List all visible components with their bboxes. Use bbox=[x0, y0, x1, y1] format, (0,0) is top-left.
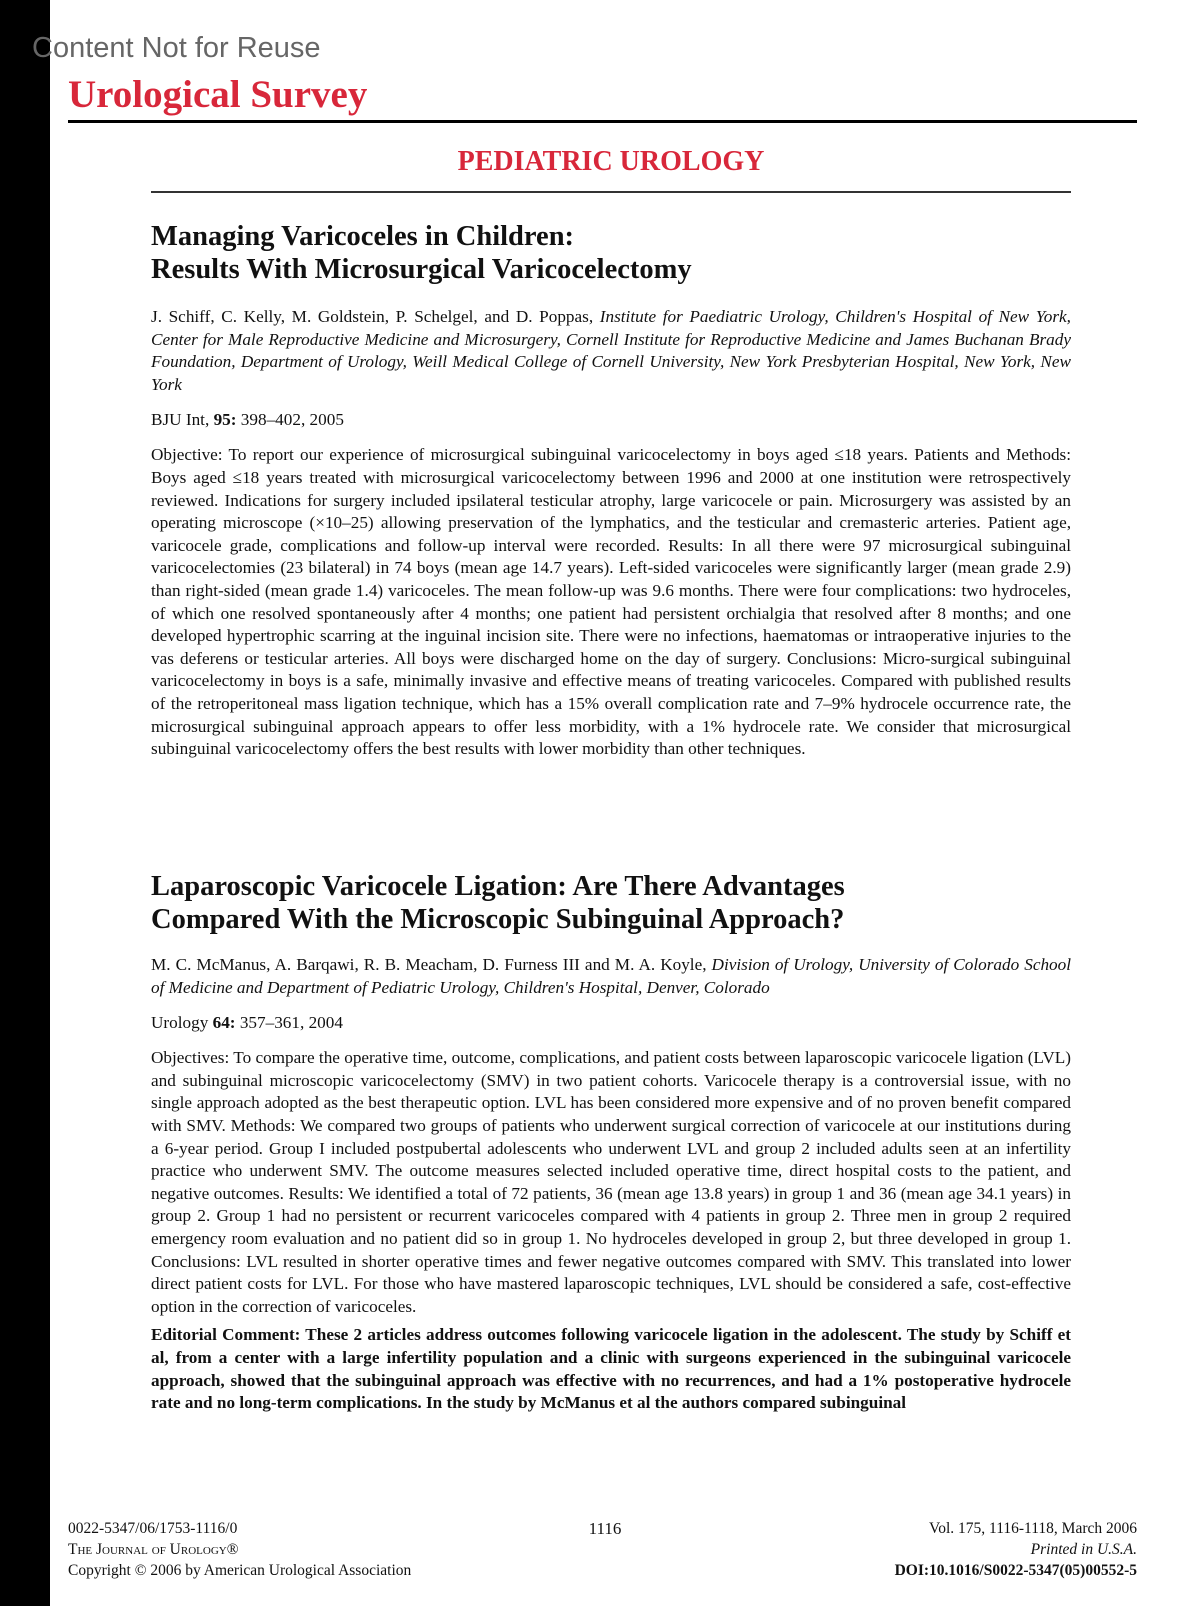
article-2 bbox=[151, 870, 1071, 1437]
affiliation: Institute for Paediatric Urology, Children's Hospital of New York, Center for Male Reproductive Medicine and Microsurgery, Cornell Institute for Reproductive Medicine and James Buchanan Brady Foundation, Department of Urology, Weill Medical College of Cornell University, New York Presbyterian Hospital, New York, New York bbox=[151, 307, 1071, 394]
abstract: Objective: To report our experience of microsurgical subinguinal varicocelectomy in boys aged ≤18 years. Patients and Methods: Boys aged ≤18 years treated with microsurgical varicocelectomy between 1996 and 2000 at one institution were retrospectively reviewed. Indications for surgery included ipsilateral testicular atrophy, large varicocele or pain. Microsurgery was assisted by an operating microscope (×10–25) allowing preservation of the lymphatics, and the testicular and cremasteric arteries. Patient age, varicocele grade, complications and follow-up interval were recorded. Results: In all there were 97 microsurgical subinguinal varicocelectomies (23 bilateral) in 74 boys (mean age 14.7 years). Left-sided varicoceles were significantly larger (mean grade 2.9) than right-sided (mean grade 1.4) varicoceles. The mean follow-up was 9.6 months. There were four complications: two hydroceles, of which one resolved spontaneously after 4 months; one patient had persistent orchialgia that resolved after 8 months; and one developed hypertrophic scarring at the inguinal incision site. There were no infections, haematomas or intraoperative injuries to the vas deferens or testicular arteries. All boys were discharged home on the day of surgery. Conclusions: Micro-surgical subinguinal varicocelectomy in boys is a safe, minimally invasive and effective means of treating varicoceles. Compared with published results of the retroperitoneal mass ligation technique, which has a 15% overall complication rate and 7–9% hydrocele occurrence rate, the microsurgical subinguinal approach appears to offer less morbidity, with a 1% hydrocele rate. We consider that microsurgical subinguinal varicocelectomy offers the best results with lower morbidity than other techniques. bbox=[151, 445, 1071, 759]
title-line: Laparoscopic Varicocele Ligation: Are There Advantages bbox=[151, 871, 845, 902]
affiliation: Division of Urology, University of Colorado School of Medicine and Department of Pediatric Urology, Children's Hospital, Denver, Colorado bbox=[151, 955, 1072, 997]
title-line: Results With Microsurgical Varicocelectomy bbox=[151, 254, 692, 285]
watermark: Content Not for Reuse bbox=[32, 32, 321, 64]
section-heading: PEDIATRIC UROLOGY bbox=[457, 146, 765, 177]
citation bbox=[151, 1013, 1071, 1033]
editorial-comment: Editorial Comment: These 2 articles address outcomes following varicocele ligation in the adolescent. The study by Schiff et al, from a center with a large infertility population and a clinic with surgeons experienced in the subinguinal varicocele approach, showed that the subinguinal approach was effective with no recurrences, and had a 1% postoperative hydrocele rate and no long-term complications. In the study by McManus et al the authors compared subinguinal bbox=[151, 1325, 1071, 1413]
article-1 bbox=[151, 220, 1071, 761]
article-authors bbox=[151, 306, 1071, 396]
citation bbox=[151, 410, 1071, 430]
footer-doi: DOI:10.1016/S0022-5347(05)00552-5 bbox=[894, 1562, 1137, 1579]
header-rule bbox=[68, 120, 1137, 123]
journal-name: BJU Int, bbox=[151, 410, 210, 430]
abstract: Objectives: To compare the operative time, outcome, complications, and patient costs between laparoscopic varicocele ligation (LVL) and subinguinal microscopic varicocelectomy (SMV) in two patient cohorts. Varicocele therapy is a controversial issue, with no single approach adopted as the best therapeutic option. LVL has been considered more expensive and of no proven benefit compared with SMV. Methods: We compared two groups of patients who underwent surgical correction of varicocele at our institutions during a 6-year period. Group I included postpubertal adolescents who underwent LVL and group 2 included adults seen at an infertility practice who underwent SMV. The outcome measures selected included operative time, direct hospital costs to the patient, and negative outcomes. Results: We identified a total of 72 patients, 36 (mean age 13.8 years) in group 1 and 36 (mean age 34.1 years) in group 2. Group 1 had no persistent or recurrent varicoceles compared with 4 patients in group 2. Three men in group 2 required emergency room evaluation and no patient did so in group 1. No hydroceles developed in group 2, but three developed in group 1. Conclusions: LVL resulted in shorter operative times and fewer negative outcomes compared with SMV. This translated into lower direct patient costs for LVL. For those who have mastered laparoscopic techniques, LVL should be considered a safe, cost-effective option in the correction of varicoceles. bbox=[151, 1048, 1071, 1316]
left-black-bar bbox=[0, 0, 50, 1606]
section-rule bbox=[151, 191, 1071, 193]
footer-copyright: Copyright © 2006 by American Urological Association bbox=[68, 1562, 412, 1579]
authors: J. Schiff, C. Kelly, M. Goldstein, P. Schelgel, and D. Poppas, bbox=[151, 307, 594, 326]
page-number: 1116 bbox=[588, 1519, 622, 1538]
journal-name: Urology bbox=[151, 1013, 209, 1033]
footer-right bbox=[895, 1518, 1137, 1581]
article-authors bbox=[151, 954, 1071, 999]
pages: 398–402, 2005 bbox=[240, 410, 344, 430]
footer-printed: Printed in U.S.A. bbox=[1030, 1541, 1137, 1558]
footer-code: 0022-5347/06/1753-1116/0 bbox=[68, 1520, 238, 1537]
journal-section-title: Urological Survey bbox=[68, 73, 368, 116]
volume: 64: bbox=[212, 1013, 236, 1033]
footer-journal: The Journal of Urology® bbox=[68, 1541, 239, 1558]
pages: 357–361, 2004 bbox=[239, 1013, 343, 1033]
title-line: Managing Varicoceles in Children: bbox=[151, 221, 575, 252]
footer-volume: Vol. 175, 1116-1118, March 2006 bbox=[929, 1520, 1137, 1537]
volume: 95: bbox=[213, 410, 237, 430]
article-title bbox=[151, 220, 1071, 286]
footer-left bbox=[68, 1518, 411, 1581]
authors: M. C. McManus, A. Barqawi, R. B. Meacham, D. Furness III and M. A. Koyle, bbox=[151, 955, 707, 974]
title-line: Compared With the Microscopic Subinguinal Approach? bbox=[151, 904, 845, 935]
article-title bbox=[151, 870, 1071, 936]
